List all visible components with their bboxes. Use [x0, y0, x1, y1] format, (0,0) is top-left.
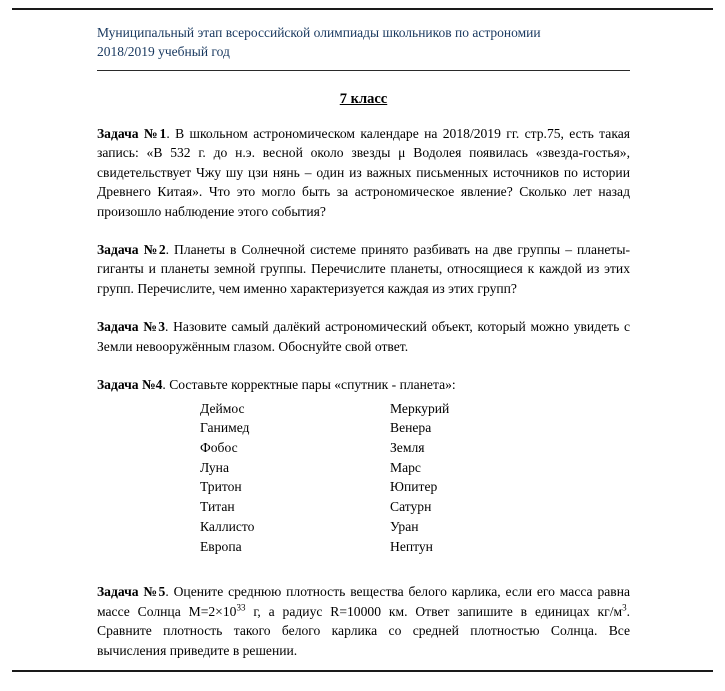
- list-item: [200, 458, 630, 478]
- task-2: [97, 240, 630, 298]
- satellite-name: Деймос: [200, 400, 245, 416]
- task-2-text: . Планеты в Солнечной системе принято разбивать на две группы – планеты-гиганты и планеты земной группы. Перечислите планеты, относящиеся к каждой из этих групп. Перечислите, чем именно характеризуется каждая из этих групп?: [97, 241, 630, 296]
- planet-name: Марс: [390, 459, 421, 475]
- top-rule: [12, 8, 713, 10]
- satellite-planet-list: [200, 399, 630, 557]
- planet-name: Венера: [390, 420, 432, 436]
- planet-name: Уран: [390, 518, 419, 534]
- task-3-label: Задача №3: [97, 319, 166, 335]
- satellite-name: Фобос: [200, 440, 238, 455]
- task-1: [97, 124, 630, 221]
- task-5-text-part1: . Оцените среднюю плотность вещества белого карлика, если его масса равна массе Солнца M=2×10: [97, 584, 631, 619]
- task-5-exponent-mass: 33: [236, 602, 246, 613]
- bottom-rule: [12, 670, 713, 672]
- task-2-label: Задача №2: [97, 241, 166, 257]
- task-5-text-part3: . Сравните плотность такого белого карлика со средней плотностью Солнца. Все вычисления приведите в решении.: [97, 603, 631, 658]
- task-4-label: Задача №4: [97, 377, 163, 393]
- list-item: [200, 497, 630, 517]
- planet-name: Нептун: [390, 538, 433, 554]
- task-1-text: . В школьном астрономическом календаре на 2018/2019 гг. стр.75, есть такая запись: «В 532 г. до н.э. весной около звезды μ Водолея появилась «звезда-гостья», свидетельствует Чжу шу цзи нянь – один из важных письменных источников по истории Древнего Китая». Что это могло быть за астрономическое явление? Сколько лет назад произошло наблюдение этого события?: [97, 125, 631, 219]
- task-3: [97, 317, 630, 356]
- task-5: [97, 582, 630, 660]
- list-item: [200, 537, 630, 557]
- satellite-name: Каллисто: [200, 518, 255, 534]
- satellite-name: Луна: [200, 459, 229, 475]
- page-title: [97, 91, 630, 108]
- list-item: [200, 517, 630, 537]
- list-item: [200, 477, 630, 497]
- header-line-2: 2018/2019 учебный год: [97, 43, 230, 59]
- task-3-text: . Назовите самый далёкий астрономический объект, который можно увидеть с Земли невооружённым глазом. Обоснуйте свой ответ.: [97, 319, 631, 354]
- satellite-name: Европа: [200, 538, 242, 554]
- satellite-name: Титан: [200, 499, 235, 515]
- list-item: [200, 438, 630, 458]
- list-item: [200, 418, 630, 438]
- task-5-text-part2: г, а радиус R=10000 км. Ответ запишите в единицах кг/м: [245, 603, 623, 619]
- satellite-name: Тритон: [200, 479, 242, 495]
- page-title-text: 7 класс: [339, 90, 388, 107]
- task-1-label: Задача №1: [97, 125, 167, 141]
- list-item: [200, 399, 630, 419]
- task-5-exponent-units: 3: [622, 602, 627, 613]
- planet-name: Сатурн: [390, 499, 432, 515]
- header-line-1: Муниципальный этап всероссийской олимпиады школьников по астрономии: [97, 25, 541, 40]
- task-5-label: Задача №5: [97, 584, 166, 600]
- planet-name: Земля: [390, 440, 425, 455]
- task-4: [97, 375, 630, 394]
- planet-name: Меркурий: [390, 400, 450, 416]
- satellite-name: Ганимед: [200, 420, 250, 436]
- planet-name: Юпитер: [390, 479, 438, 495]
- document-header: [97, 24, 630, 71]
- task-4-intro: . Составьте корректные пары «спутник - планета»:: [162, 377, 456, 393]
